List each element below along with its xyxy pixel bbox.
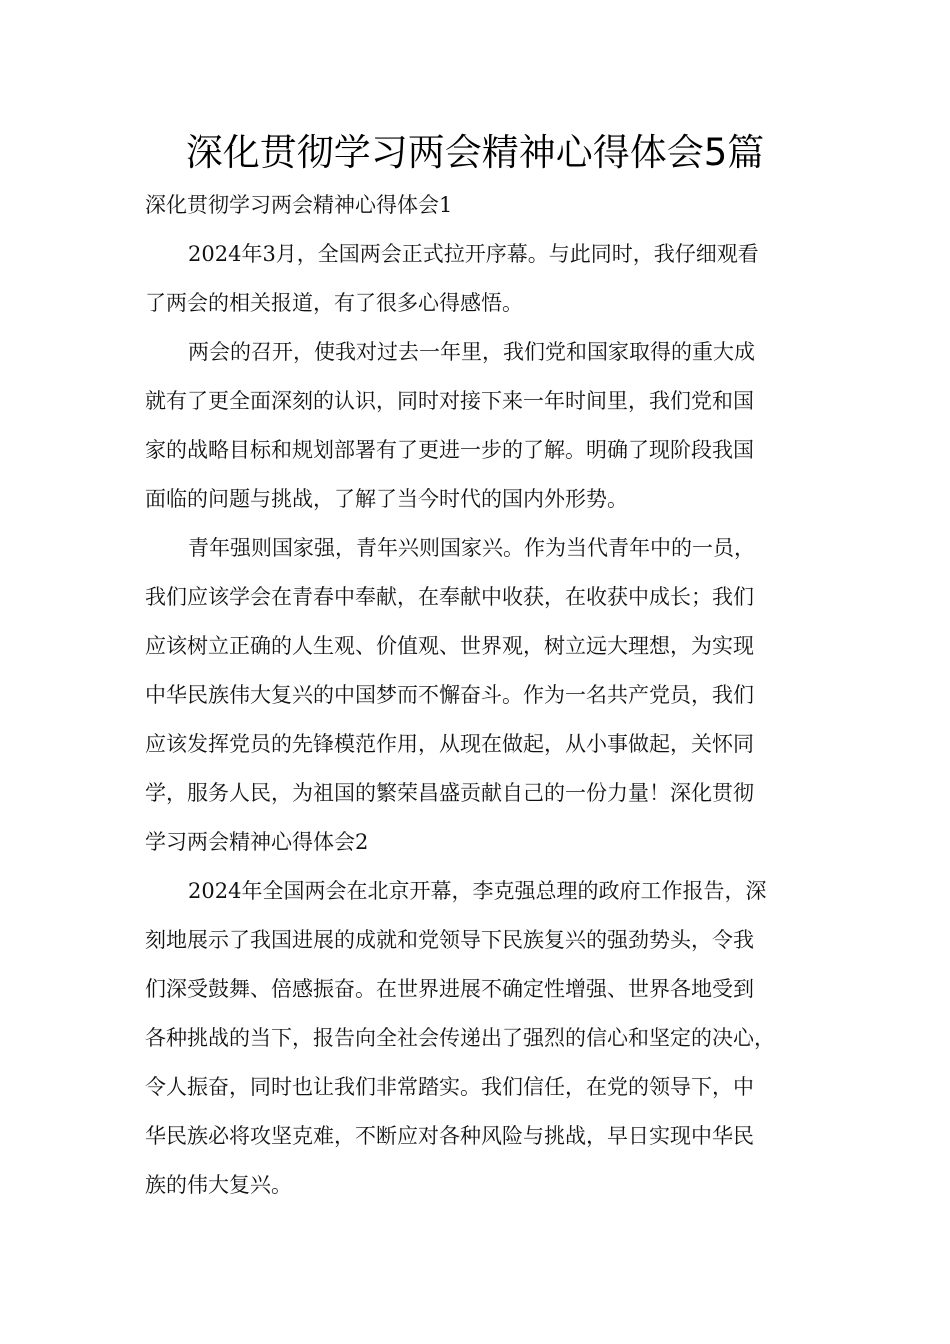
text-line: 两会的召开，使我对过去一年里，我们党和国家取得的重大成 <box>188 340 755 364</box>
text-line: 族的伟大复兴。 <box>145 1173 292 1197</box>
text-line: 应该树立正确的人生观、价值观、世界观，树立远大理想，为实现 <box>145 634 754 658</box>
text-line: 青年强则国家强，青年兴则国家兴。作为当代青年中的一员， <box>188 536 755 560</box>
text-line: 刻地展示了我国进展的成就和党领导下民族复兴的强劲势头，令我 <box>145 928 754 952</box>
text-line: 学，服务人民，为祖国的繁荣昌盛贡献自己的一份力量！深化贯彻 <box>145 781 754 805</box>
text-line: 面临的问题与挑战，了解了当今时代的国内外形势。 <box>145 487 628 511</box>
text-line: 深化贯彻学习两会精神心得体会1 <box>145 193 453 217</box>
text-line: 2024年3月，全国两会正式拉开序幕。与此同时，我仔细观看 <box>188 242 759 266</box>
text-line: 们深受鼓舞、倍感振奋。在世界进展不确定性增强、世界各地受到 <box>145 977 754 1001</box>
text-line: 令人振奋，同时也让我们非常踏实。我们信任，在党的领导下，中 <box>145 1075 754 1099</box>
text-line: 家的战略目标和规划部署有了更进一步的了解。明确了现阶段我国 <box>145 438 754 462</box>
text-line: 学习两会精神心得体会2 <box>145 830 369 854</box>
document-title: 深化贯彻学习两会精神心得体会5篇 <box>185 131 765 174</box>
document-body <box>145 181 815 1210</box>
text-line: 就有了更全面深刻的认识，同时对接下来一年时间里，我们党和国 <box>145 389 754 413</box>
text-line: 我们应该学会在青春中奉献，在奉献中收获，在收获中成长；我们 <box>145 585 754 609</box>
text-line: 各种挑战的当下，报告向全社会传递出了强烈的信心和坚定的决心， <box>145 1026 775 1050</box>
text-line: 2024年全国两会在北京开幕，李克强总理的政府工作报告，深 <box>188 879 767 903</box>
text-line: 华民族必将攻坚克难，不断应对各种风险与挑战，早日实现中华民 <box>145 1124 754 1148</box>
text-line: 应该发挥党员的先锋模范作用，从现在做起，从小事做起，关怀同 <box>145 732 754 756</box>
text-line: 了两会的相关报道，有了很多心得感悟。 <box>145 291 523 315</box>
text-line: 中华民族伟大复兴的中国梦而不懈奋斗。作为一名共产党员，我们 <box>145 683 754 707</box>
